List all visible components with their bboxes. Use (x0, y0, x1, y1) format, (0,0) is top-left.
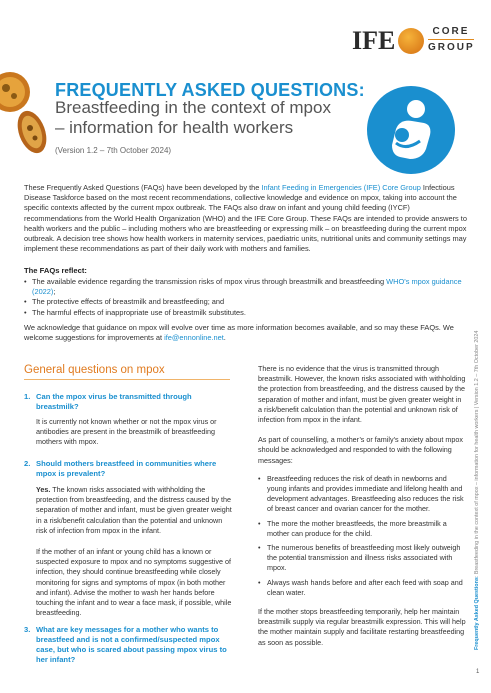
list-item: • The protective effects of breastmilk and breastfeeding; and (24, 297, 468, 307)
ack-text: We acknowledge that guidance on mpox will evolve over time as more information becomes available, and so may these FAQs. We welcome suggestions for improvements at (24, 323, 454, 343)
faqs-reflect-heading: The FAQs reflect: (24, 266, 87, 275)
question-3 (24, 625, 236, 669)
logo-group: GROUP (428, 42, 475, 53)
list-item-punct: ; (53, 287, 56, 297)
intro-text-a: These Frequently Asked Questions (FAQs) have been developed by the (24, 183, 262, 192)
vertical-footer-label (474, 331, 480, 650)
list-item (24, 277, 468, 297)
page-subtitle (55, 98, 355, 138)
ife-core-group-link[interactable]: Infant Feeding in Emergencies (IFE) Core Group (261, 183, 421, 192)
question-number: 2. (24, 459, 31, 468)
ack-punct: . (223, 333, 226, 343)
page-number: 1 (476, 669, 480, 675)
question-text: Can the mpox virus be transmitted through breastmilk? (36, 392, 192, 411)
answer-2b: If the mother of an infant or young child has a known or suspected exposure to mpox and no symptoms suggestive of infection, they should continue breastfeeding while closely monitoring for signs and symptoms of mpox (in both mother and infant). Advise the mother to wash her hands before touching the infant and to wear a face mask, if possible, while breastfeeding. (36, 547, 232, 618)
right-paragraph-1: There is no evidence that the virus is transmitted through breastmilk. However, the known risks associated with withholding the protection from breastfeeding, and the distress caused by the separation of mother and infant, must be given greater weight in a risk/benefit calculation than the potential and unknown risk of infection from mpox in the infant. (258, 364, 466, 425)
footer-rest: : Breastfeeding in the context of mpox – information for health workers | Version 1.2 – 7th October 2024 (474, 330, 480, 578)
right-paragraph-3: If the mother stops breastfeeding temporarily, help her maintain breastmilk supply via regular breastmilk expression. This will help the mother maintain supply and facilitate restarting breastfeeding as soon as possible. (258, 607, 466, 647)
logo-core: CORE (432, 26, 470, 37)
logo-ife-text: IFE (352, 26, 396, 55)
acknowledgement-paragraph (24, 323, 468, 343)
list-item: • The harmful effects of inappropriate use of breastmilk substitutes. (24, 308, 468, 318)
logo-globe-icon (398, 28, 424, 54)
answer-1: It is currently not known whether or not the mpox virus or antibodies are present in the breastmilk of breastfeeding mothers with mpox. (36, 417, 217, 447)
question-2 (24, 459, 236, 481)
right-paragraph-2: As part of counselling, a mother’s or family’s anxiety about mpox should be acknowledged and responded to with the following messages: (258, 435, 463, 465)
answer-2 (36, 485, 234, 536)
question-1 (24, 392, 236, 414)
list-item: • The numerous benefits of breastfeeding most likely outweigh the potential transmission and illness risks associated with mpox. (258, 543, 466, 574)
footer-bold: Frequently Asked Questions (474, 577, 480, 650)
list-item: • The more the mother breastfeeds, the more breastmilk a mother can produce for the child. (258, 519, 466, 539)
email-link[interactable]: ife@ennonline.net (164, 333, 224, 343)
logo-core-group-text (428, 26, 474, 53)
breastfeeding-mother-icon (366, 85, 456, 175)
intro-text-b: Infectious Disease Taskforce based on the most recent recommendations, collective knowledge and evidence on mpox, taking into account the specific contexts affected by the current mpox outbreak. The FAQs also draw on infant and young child feeding (IYCF) recommendations from the World Health Organization (WHO) and the IFE Core Group. These FAQs are intended to provide answers to health workers and the public – including mothers who are breastfeeding or expressing milk – on breastfeeding during the current mpox outbreak. A decision tree shows how health workers in maternity services, paediatric units, nutritional units and community settings may implement these recommendations as part of their daily work with mothers and families. (24, 183, 467, 254)
answer-yes: Yes. (36, 485, 51, 494)
general-questions-heading: General questions on mpox (24, 364, 165, 376)
list-item: • Always wash hands before and after each feed with soap and clean water. (258, 578, 466, 598)
section-divider (24, 379, 230, 380)
ife-core-group-logo (352, 24, 475, 56)
question-text: What are key messages for a mother who wants to breastfeed and is not a confirmed/suspected mpox case, but who is scared about passing mpox virus to her infant? (36, 625, 227, 664)
list-item-text: The available evidence regarding the transmission risks of mpox virus through breastmilk and breastfeeding (32, 277, 387, 286)
mpox-virus-illustration (0, 70, 48, 160)
page-title: FREQUENTLY ASKED QUESTIONS: (55, 80, 365, 100)
question-number: 1. (24, 392, 31, 401)
version-label: (Version 1.2 – 7th October 2024) (55, 146, 172, 155)
vertical-footer-text (470, 230, 482, 650)
list-item: • Breastfeeding reduces the risk of death in newborns and young infants and provides immediate and lifelong health and development advantages. Breastfeeding also reduces the risk of breast cancer and ovarian cancer for the mother. (258, 474, 466, 515)
who-mpox-guidance-link[interactable]: WHO’s mpox guidance (2022) (32, 277, 462, 297)
right-column (258, 364, 466, 648)
intro-paragraph (24, 183, 468, 254)
answer-text: The known risks associated with withholding the protection from breastfeeding, and the distress caused by the separation of mother and infant, must be given greater weight in a risk/benefit calculation than the potential and unknown risk of infection from mpox in the infant. (36, 485, 232, 535)
faqs-reflect-list (24, 277, 468, 318)
question-text: Should mothers breastfeed in communities where mpox is prevalent? (36, 459, 217, 478)
subtitle-line-1: Breastfeeding in the context of mpox (55, 98, 331, 117)
key-messages-list (258, 474, 466, 598)
question-number: 3. (24, 625, 31, 634)
subtitle-line-2: – information for health workers (55, 118, 294, 137)
